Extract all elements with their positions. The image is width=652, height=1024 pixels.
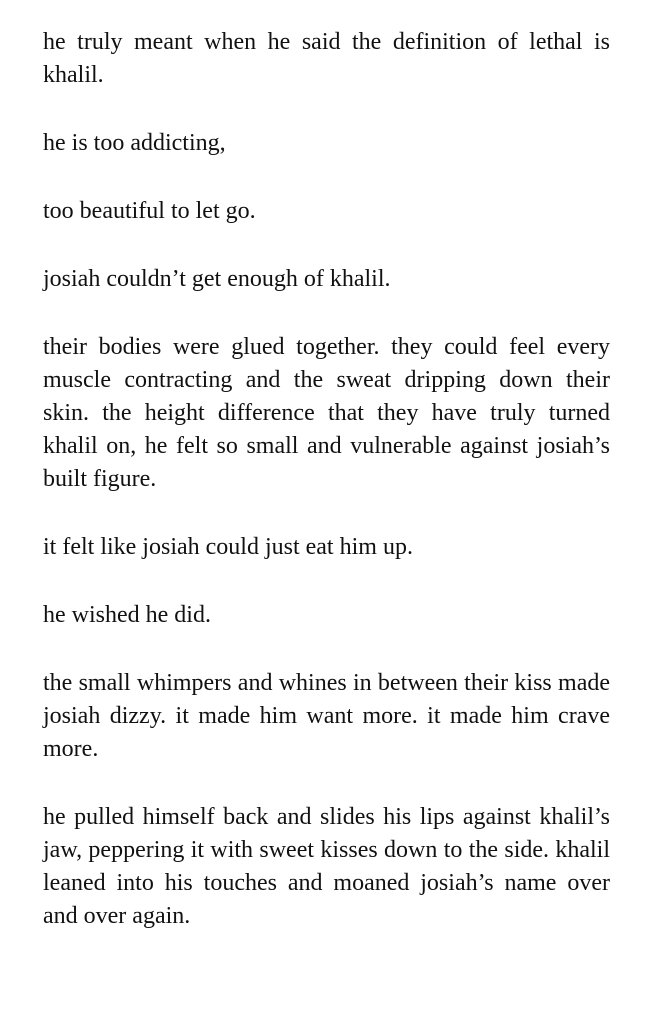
paragraph-7: he wished he did. bbox=[43, 602, 211, 628]
paragraph-2: he is too addicting, bbox=[43, 130, 226, 156]
paragraph-5: their bodies were glued together. they could feel every muscle contracting and the sweat dripping down their skin. the height difference that they have truly turned khalil on, he felt so small and vulnerable against josiah’s built figure. bbox=[43, 334, 610, 492]
paragraph-1: he truly meant when he said the definition of lethal is khalil. bbox=[43, 29, 610, 88]
paragraph-8: the small whimpers and whines in between their kiss made josiah dizzy. it made him want more. it made him crave more. bbox=[43, 670, 610, 762]
paragraph-3: too beautiful to let go. bbox=[43, 198, 256, 224]
paragraph-4: josiah couldn’t get enough of khalil. bbox=[43, 266, 391, 292]
paragraph-6: it felt like josiah could just eat him up. bbox=[43, 534, 413, 560]
paragraph-9: he pulled himself back and slides his lips against khalil’s jaw, peppering it with sweet kisses down to the side. khalil leaned into his touches and moaned josiah’s name over and over again. bbox=[43, 804, 610, 929]
